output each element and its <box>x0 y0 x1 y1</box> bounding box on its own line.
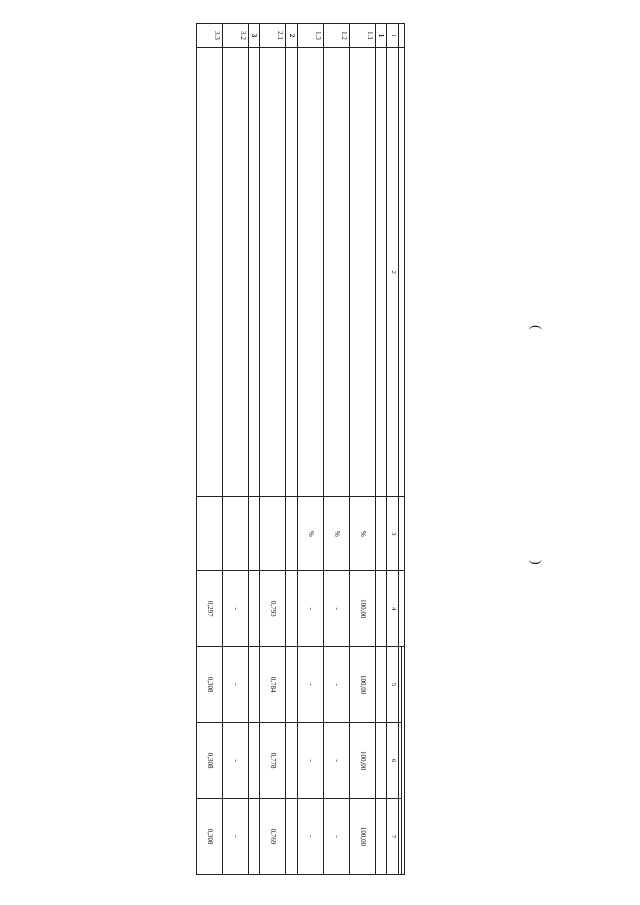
actual-value: - <box>223 571 249 647</box>
table-row <box>350 24 376 875</box>
row-number: 3.3 <box>197 24 223 48</box>
unit-cell: % <box>350 497 376 571</box>
plan-2018-value <box>376 799 388 875</box>
column-index: 4 <box>387 571 399 647</box>
plan-2016-value: - <box>223 647 249 723</box>
plan-2018-value: - <box>223 799 249 875</box>
indicator-name <box>376 47 388 496</box>
section-row <box>249 24 261 875</box>
plan-2017-value <box>286 723 298 799</box>
actual-value: 0,793 <box>260 571 286 647</box>
actual-value: 100,00 <box>350 571 376 647</box>
plan-2016-value: 100,00 <box>350 647 376 723</box>
header-unit <box>399 497 405 571</box>
row-number: 3.2 <box>223 24 249 48</box>
row-number: 1.2 <box>324 24 350 48</box>
header-year <box>399 723 402 799</box>
unit-cell <box>376 497 388 571</box>
plan-2017-value: - <box>223 723 249 799</box>
column-index-row <box>387 24 399 875</box>
rotated-sheet <box>25 15 625 885</box>
section-row <box>286 24 298 875</box>
unit-cell <box>223 497 249 571</box>
table-row <box>223 24 249 875</box>
indicator-name <box>286 47 298 496</box>
header-actual <box>399 571 405 647</box>
indicator-name <box>324 47 350 496</box>
plan-2017-value: 100,00 <box>350 723 376 799</box>
plan-2017-value: 0,778 <box>260 723 286 799</box>
actual-value: 0,297 <box>197 571 223 647</box>
indicator-name <box>223 47 249 496</box>
unit-cell <box>260 497 286 571</box>
column-index: 7 <box>387 799 399 875</box>
plan-2018-value: 100,00 <box>350 799 376 875</box>
section-row <box>376 24 388 875</box>
header-year <box>399 799 402 875</box>
indicator-name <box>350 47 376 496</box>
column-index: 2 <box>387 47 399 496</box>
plan-2016-value <box>376 647 388 723</box>
table-row <box>197 24 223 875</box>
indicator-name <box>298 47 324 496</box>
unit-cell: % <box>324 497 350 571</box>
header-planned <box>402 647 405 875</box>
header-no <box>399 24 405 48</box>
plan-2018-value <box>286 799 298 875</box>
column-index: 5 <box>387 647 399 723</box>
plan-2017-value: - <box>298 723 324 799</box>
plan-2016-value: - <box>324 647 350 723</box>
actual-value: - <box>324 571 350 647</box>
unit-cell <box>197 497 223 571</box>
plan-2016-value <box>286 647 298 723</box>
indicator-name <box>197 47 223 496</box>
indicator-name <box>260 47 286 496</box>
indicators-table <box>196 23 405 875</box>
table-row <box>260 24 286 875</box>
plan-2018-value <box>249 799 261 875</box>
plan-2018-value: - <box>298 799 324 875</box>
table-row <box>324 24 350 875</box>
actual-value <box>286 571 298 647</box>
column-index: 6 <box>387 723 399 799</box>
column-index: 1 <box>387 24 399 48</box>
plan-2016-value: 0,308 <box>197 647 223 723</box>
row-number: 2.1 <box>260 24 286 48</box>
scan-mark: ( <box>528 325 543 330</box>
row-number: 1.3 <box>298 24 324 48</box>
row-number: 2 <box>286 24 298 48</box>
unit-cell <box>249 497 261 571</box>
unit-cell: % <box>298 497 324 571</box>
actual-value <box>376 571 388 647</box>
header-name <box>399 47 405 496</box>
plan-2017-value: - <box>324 723 350 799</box>
actual-value: - <box>298 571 324 647</box>
column-index: 3 <box>387 497 399 571</box>
indicator-name <box>249 47 261 496</box>
plan-2016-value: - <box>298 647 324 723</box>
plan-2017-value <box>249 723 261 799</box>
row-number: 1.1 <box>350 24 376 48</box>
plan-2017-value: 0,308 <box>197 723 223 799</box>
header-year <box>399 647 402 723</box>
actual-value <box>249 571 261 647</box>
plan-2018-value: 0,769 <box>260 799 286 875</box>
scan-mark: ) <box>528 560 543 565</box>
unit-cell <box>286 497 298 571</box>
plan-2016-value: 0,784 <box>260 647 286 723</box>
plan-2018-value: 0,308 <box>197 799 223 875</box>
plan-2017-value <box>376 723 388 799</box>
plan-2018-value: - <box>324 799 350 875</box>
plan-2016-value <box>249 647 261 723</box>
row-number: 1 <box>376 24 388 48</box>
table-row <box>298 24 324 875</box>
row-number: 3 <box>249 24 261 48</box>
